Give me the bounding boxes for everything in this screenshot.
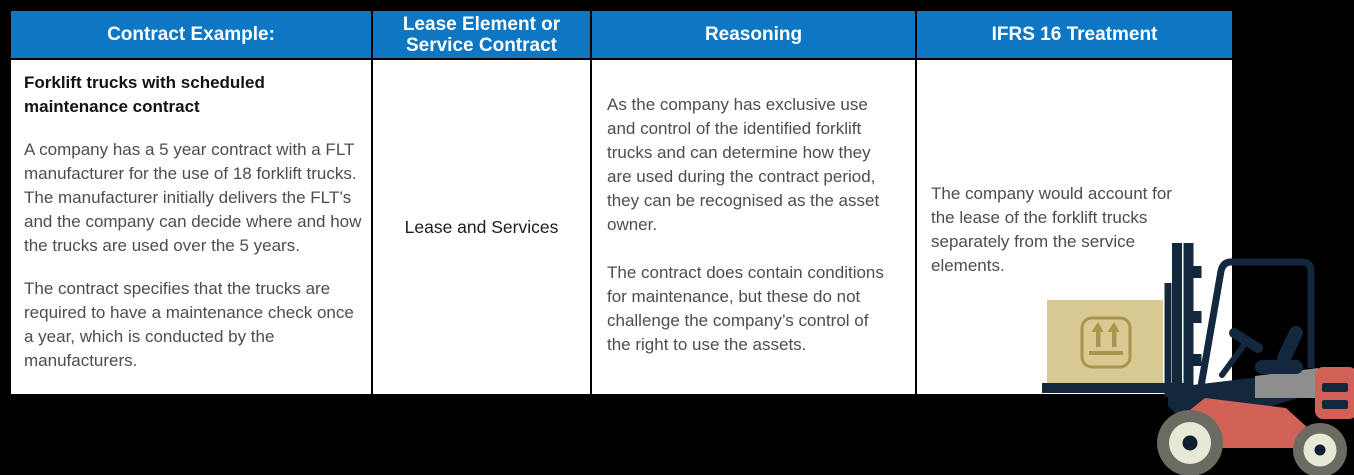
fork-blade [1042,383,1190,393]
header-label: Lease Element or Service Contract [402,13,561,56]
engine-vent [1322,383,1348,392]
contract-example-paragraph: The contract specifies that the trucks are required to have a maintenance check once a year, which is conducted by the manufacturers. [24,279,354,370]
engine-vent [1322,400,1348,409]
cell-reasoning [592,60,917,394]
cell-lease-element [373,60,592,394]
mast-rail [1172,243,1182,407]
header-label: Reasoning [704,24,803,45]
engine-block [1315,367,1354,419]
contract-example-paragraph: A company has a 5 year contract with a FLT manufacturer for the use of 18 forklift trucks. The manufacturer initially delivers the FLT’s and the company can decide where and how the trucks are used over the 5 years. [24,140,362,255]
rear-wheel-hub [1315,445,1326,456]
reasoning-paragraph: As the company has exclusive use and control of the identified forklift trucks and can determine how they are used during the contract period, they can be recognised as the asset owner. [607,95,880,234]
cell-contract-example [11,60,373,394]
forklift-illustration [1030,240,1354,475]
mast-rung [1194,354,1202,366]
mast-rung [1194,311,1202,323]
header-label: Contract Example: [107,24,275,45]
steering-handle [1234,333,1258,348]
reasoning-paragraph: The contract does contain conditions for maintenance, but these do not challenge the company’s control of the right to use the assets. [607,263,884,354]
header-cell-reasoning [592,11,917,58]
arrow-up-stem [1096,330,1101,347]
lease-element-value: Lease and Services [404,217,559,237]
seat-back [1284,333,1296,358]
steering-column [1222,341,1247,375]
header-cell-lease-element [373,11,592,58]
arrow-up-stem [1112,330,1117,347]
header-cell-ifrs16-treatment [917,11,1232,58]
mast-rung [1194,266,1202,278]
ifrs16-treatment-paragraph: The company would account for the lease of the forklift trucks separately from the service elements. [931,184,1172,275]
contract-example-title: Forklift trucks with scheduled maintenance contract [24,73,265,116]
arrow-baseline [1089,351,1123,355]
table-header-row [11,11,1232,60]
front-wheel-hub [1183,436,1198,451]
mast-rail [1184,243,1194,407]
header-cell-contract-example [11,11,373,58]
cargo-box [1047,300,1163,383]
header-label: IFRS 16 Treatment [991,24,1158,45]
mast-carriage-bar [1165,283,1172,397]
